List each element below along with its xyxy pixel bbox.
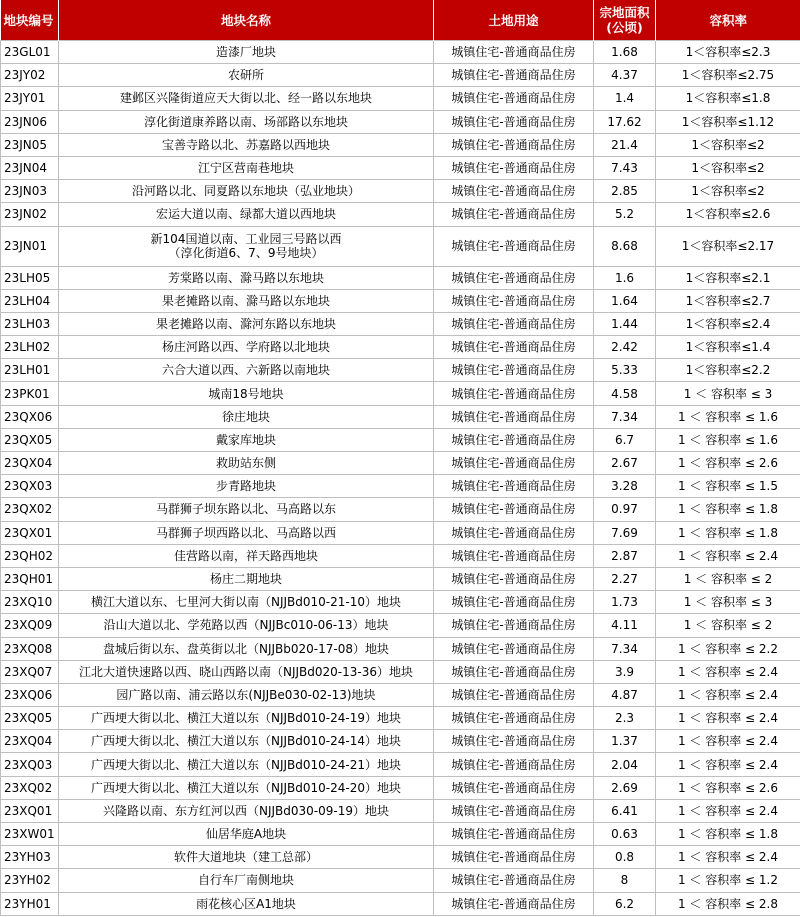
- table-row: [1, 133, 800, 156]
- table-row: [1, 521, 800, 544]
- cell-code: 23QX05: [1, 428, 59, 451]
- cell-area: 2.87: [594, 544, 656, 567]
- cell-name: 广西埂大街以北、横江大道以东（NJJBd010-24-19）地块: [59, 707, 434, 730]
- cell-use: 城镇住宅-普通商品住房: [434, 498, 594, 521]
- cell-use: 城镇住宅-普通商品住房: [434, 382, 594, 405]
- cell-name: 芳棠路以南、滁马路以东地块: [59, 266, 434, 289]
- cell-code: 23QX04: [1, 452, 59, 475]
- header-area-line2: (公顷): [606, 20, 643, 35]
- cell-area: 2.42: [594, 336, 656, 359]
- header-area-line1: 宗地面积: [599, 5, 650, 20]
- cell-code: 23LH05: [1, 266, 59, 289]
- cell-far: 1＜容积率≤2.7: [656, 289, 800, 312]
- cell-far: 1＜容积率≤1.12: [656, 110, 800, 133]
- cell-far: 1＜容积率≤2.3: [656, 41, 800, 64]
- cell-code: 23JN02: [1, 203, 59, 226]
- table-row: [1, 498, 800, 521]
- cell-use: 城镇住宅-普通商品住房: [434, 266, 594, 289]
- cell-area: 7.43: [594, 156, 656, 179]
- cell-code: 23XQ02: [1, 776, 59, 799]
- cell-area: 2.67: [594, 452, 656, 475]
- cell-name: 造漆厂地块: [59, 41, 434, 64]
- cell-use: 城镇住宅-普通商品住房: [434, 753, 594, 776]
- cell-use: 城镇住宅-普通商品住房: [434, 64, 594, 87]
- cell-far: 1＜容积率≤1.8: [656, 87, 800, 110]
- cell-use: 城镇住宅-普通商品住房: [434, 452, 594, 475]
- cell-far: 1 ＜ 容积率 ≤ 1.2: [656, 869, 800, 892]
- cell-name-line2: （淳化街道6、7、9号地块）: [168, 246, 324, 260]
- table-row: [1, 846, 800, 869]
- cell-code: 23JN03: [1, 180, 59, 203]
- cell-use: 城镇住宅-普通商品住房: [434, 637, 594, 660]
- cell-far: 1 ＜ 容积率 ≤ 2.4: [656, 660, 800, 683]
- cell-code: 23JN05: [1, 133, 59, 156]
- cell-name: 沿山大道以北、学苑路以西（NJJBc010-06-13）地块: [59, 614, 434, 637]
- cell-name: 园广路以南、浦云路以东(NJJBe030-02-13)地块: [59, 683, 434, 706]
- cell-area: 2.3: [594, 707, 656, 730]
- table-row: [1, 799, 800, 822]
- cell-area: 6.41: [594, 799, 656, 822]
- cell-code: 23JY01: [1, 87, 59, 110]
- cell-area: 4.37: [594, 64, 656, 87]
- cell-far: 1 ＜ 容积率 ≤ 2.6: [656, 776, 800, 799]
- table-row: [1, 591, 800, 614]
- cell-code: 23XQ09: [1, 614, 59, 637]
- cell-area: 21.4: [594, 133, 656, 156]
- cell-far: 1＜容积率≤2.1: [656, 266, 800, 289]
- table-row: [1, 266, 800, 289]
- table-row: [1, 180, 800, 203]
- cell-use: 城镇住宅-普通商品住房: [434, 336, 594, 359]
- table-row: [1, 359, 800, 382]
- cell-use: 城镇住宅-普通商品住房: [434, 521, 594, 544]
- cell-area: 8.68: [594, 226, 656, 266]
- cell-far: 1 ＜ 容积率 ≤ 1.8: [656, 823, 800, 846]
- cell-area: 4.58: [594, 382, 656, 405]
- cell-name: [59, 226, 434, 266]
- cell-use: 城镇住宅-普通商品住房: [434, 312, 594, 335]
- cell-far: 1 ＜ 容积率 ≤ 2.4: [656, 730, 800, 753]
- cell-name: 城南18号地块: [59, 382, 434, 405]
- cell-name: 步青路地块: [59, 475, 434, 498]
- cell-area: 4.87: [594, 683, 656, 706]
- cell-name: 横江大道以东、七里河大街以南（NJJBd010-21-10）地块: [59, 591, 434, 614]
- cell-use: 城镇住宅-普通商品住房: [434, 614, 594, 637]
- cell-name: 广西埂大街以北、横江大道以东（NJJBd010-24-21）地块: [59, 753, 434, 776]
- table-row: [1, 336, 800, 359]
- cell-far: 1 ＜ 容积率 ≤ 1.8: [656, 498, 800, 521]
- cell-name: 杨庄二期地块: [59, 567, 434, 590]
- cell-area: 5.2: [594, 203, 656, 226]
- cell-far: 1 ＜ 容积率 ≤ 2.4: [656, 799, 800, 822]
- cell-far: 1 ＜ 容积率 ≤ 1.8: [656, 521, 800, 544]
- table-row: [1, 753, 800, 776]
- cell-name: 佳营路以南，祥天路西地块: [59, 544, 434, 567]
- cell-far: 1＜容积率≤2.2: [656, 359, 800, 382]
- cell-name: 仙居华庭A地块: [59, 823, 434, 846]
- cell-use: 城镇住宅-普通商品住房: [434, 110, 594, 133]
- table-row: [1, 289, 800, 312]
- table-body: [1, 41, 800, 916]
- cell-area: 1.4: [594, 87, 656, 110]
- cell-name: 杨庄河路以西、学府路以北地块: [59, 336, 434, 359]
- cell-use: 城镇住宅-普通商品住房: [434, 591, 594, 614]
- cell-area: 1.37: [594, 730, 656, 753]
- table-row: [1, 405, 800, 428]
- cell-code: 23XQ06: [1, 683, 59, 706]
- cell-name-line1: 新104国道以南、工业园三号路以西: [150, 232, 342, 246]
- cell-far: 1＜容积率≤2: [656, 133, 800, 156]
- cell-far: 1＜容积率≤2: [656, 180, 800, 203]
- cell-far: 1 ＜ 容积率 ≤ 2.4: [656, 683, 800, 706]
- header-area: [594, 0, 656, 41]
- table-row: [1, 226, 800, 266]
- cell-use: 城镇住宅-普通商品住房: [434, 226, 594, 266]
- cell-use: 城镇住宅-普通商品住房: [434, 683, 594, 706]
- cell-use: 城镇住宅-普通商品住房: [434, 133, 594, 156]
- cell-code: 23LH04: [1, 289, 59, 312]
- table-row: [1, 637, 800, 660]
- table-row: [1, 614, 800, 637]
- cell-name: 淳化街道康养路以南、场部路以东地块: [59, 110, 434, 133]
- cell-use: 城镇住宅-普通商品住房: [434, 823, 594, 846]
- cell-area: 6.2: [594, 892, 656, 915]
- cell-use: 城镇住宅-普通商品住房: [434, 359, 594, 382]
- cell-use: 城镇住宅-普通商品住房: [434, 567, 594, 590]
- table-row: [1, 869, 800, 892]
- cell-code: 23QH01: [1, 567, 59, 590]
- cell-name: 自行车厂南侧地块: [59, 869, 434, 892]
- table-row: [1, 660, 800, 683]
- cell-code: 23XQ04: [1, 730, 59, 753]
- cell-use: 城镇住宅-普通商品住房: [434, 730, 594, 753]
- cell-area: 8: [594, 869, 656, 892]
- cell-area: 0.97: [594, 498, 656, 521]
- cell-code: 23GL01: [1, 41, 59, 64]
- table-row: [1, 41, 800, 64]
- table-row: [1, 312, 800, 335]
- cell-use: 城镇住宅-普通商品住房: [434, 289, 594, 312]
- cell-code: 23LH03: [1, 312, 59, 335]
- cell-name: 马群狮子坝西路以北、马高路以西: [59, 521, 434, 544]
- cell-name: 江宁区营南巷地块: [59, 156, 434, 179]
- cell-far: 1 ＜ 容积率 ≤ 2.6: [656, 452, 800, 475]
- cell-name: 软件大道地块（建工总部）: [59, 846, 434, 869]
- cell-far: 1 ＜ 容积率 ≤ 2.4: [656, 753, 800, 776]
- cell-area: 0.8: [594, 846, 656, 869]
- cell-use: 城镇住宅-普通商品住房: [434, 180, 594, 203]
- header-row: [1, 0, 800, 41]
- table-row: [1, 64, 800, 87]
- cell-far: 1 ＜ 容积率 ≤ 2.2: [656, 637, 800, 660]
- cell-area: 5.33: [594, 359, 656, 382]
- cell-code: 23YH01: [1, 892, 59, 915]
- cell-name: 戴家库地块: [59, 428, 434, 451]
- cell-area: 7.34: [594, 405, 656, 428]
- cell-area: 1.64: [594, 289, 656, 312]
- table-row: [1, 110, 800, 133]
- cell-name: 沿河路以北、同夏路以东地块（弘业地块）: [59, 180, 434, 203]
- cell-use: 城镇住宅-普通商品住房: [434, 405, 594, 428]
- table-row: [1, 730, 800, 753]
- cell-use: 城镇住宅-普通商品住房: [434, 544, 594, 567]
- cell-far: 1＜容积率≤1.4: [656, 336, 800, 359]
- cell-area: 17.62: [594, 110, 656, 133]
- cell-use: 城镇住宅-普通商品住房: [434, 156, 594, 179]
- cell-code: 23QH02: [1, 544, 59, 567]
- cell-far: 1＜容积率≤2.75: [656, 64, 800, 87]
- cell-name: 果老摊路以南、滁河东路以东地块: [59, 312, 434, 335]
- cell-use: 城镇住宅-普通商品住房: [434, 869, 594, 892]
- cell-far: 1 ＜ 容积率 ≤ 3: [656, 591, 800, 614]
- table-row: [1, 382, 800, 405]
- cell-area: 2.04: [594, 753, 656, 776]
- cell-area: 4.11: [594, 614, 656, 637]
- cell-name: 六合大道以西、六新路以南地块: [59, 359, 434, 382]
- cell-area: 1.73: [594, 591, 656, 614]
- cell-name: 徐庄地块: [59, 405, 434, 428]
- cell-far: 1 ＜ 容积率 ≤ 2: [656, 567, 800, 590]
- cell-use: 城镇住宅-普通商品住房: [434, 428, 594, 451]
- cell-name: 广西埂大街以北、横江大道以东（NJJBd010-24-14）地块: [59, 730, 434, 753]
- cell-name: 宏运大道以南、绿都大道以西地块: [59, 203, 434, 226]
- cell-code: 23YH03: [1, 846, 59, 869]
- table-row: [1, 203, 800, 226]
- cell-far: 1＜容积率≤2.17: [656, 226, 800, 266]
- cell-name: 建邺区兴隆街道应天大街以北、经一路以东地块: [59, 87, 434, 110]
- cell-use: 城镇住宅-普通商品住房: [434, 41, 594, 64]
- cell-area: 3.9: [594, 660, 656, 683]
- cell-name: 广西埂大街以北、横江大道以东（NJJBd010-24-20）地块: [59, 776, 434, 799]
- cell-use: 城镇住宅-普通商品住房: [434, 87, 594, 110]
- cell-code: 23QX03: [1, 475, 59, 498]
- cell-code: 23JN04: [1, 156, 59, 179]
- cell-code: 23JN01: [1, 226, 59, 266]
- table-row: [1, 707, 800, 730]
- cell-far: 1＜容积率≤2: [656, 156, 800, 179]
- cell-far: 1 ＜ 容积率 ≤ 1.6: [656, 405, 800, 428]
- cell-code: 23QX01: [1, 521, 59, 544]
- cell-use: 城镇住宅-普通商品住房: [434, 892, 594, 915]
- header-use: 土地用途: [434, 0, 594, 41]
- cell-name: 马群狮子坝东路以北、马高路以东: [59, 498, 434, 521]
- table-row: [1, 428, 800, 451]
- cell-code: 23PK01: [1, 382, 59, 405]
- cell-area: 7.69: [594, 521, 656, 544]
- cell-use: 城镇住宅-普通商品住房: [434, 799, 594, 822]
- cell-name: 宝善寺路以北、苏嘉路以西地块: [59, 133, 434, 156]
- table-row: [1, 452, 800, 475]
- cell-area: 2.69: [594, 776, 656, 799]
- cell-use: 城镇住宅-普通商品住房: [434, 660, 594, 683]
- cell-far: 1 ＜ 容积率 ≤ 3: [656, 382, 800, 405]
- cell-code: 23YH02: [1, 869, 59, 892]
- table-row: [1, 87, 800, 110]
- table-row: [1, 823, 800, 846]
- cell-name: 果老摊路以南、滁马路以东地块: [59, 289, 434, 312]
- table-row: [1, 475, 800, 498]
- cell-far: 1＜容积率≤2.4: [656, 312, 800, 335]
- cell-use: 城镇住宅-普通商品住房: [434, 707, 594, 730]
- cell-far: 1 ＜ 容积率 ≤ 2.4: [656, 544, 800, 567]
- cell-code: 23QX02: [1, 498, 59, 521]
- cell-area: 1.44: [594, 312, 656, 335]
- cell-code: 23LH02: [1, 336, 59, 359]
- cell-area: 1.6: [594, 266, 656, 289]
- cell-far: 1 ＜ 容积率 ≤ 2.4: [656, 846, 800, 869]
- cell-use: 城镇住宅-普通商品住房: [434, 776, 594, 799]
- cell-far: 1 ＜ 容积率 ≤ 2.4: [656, 707, 800, 730]
- table-row: [1, 544, 800, 567]
- cell-area: 0.63: [594, 823, 656, 846]
- cell-area: 6.7: [594, 428, 656, 451]
- cell-use: 城镇住宅-普通商品住房: [434, 475, 594, 498]
- cell-area: 7.34: [594, 637, 656, 660]
- cell-area: 2.27: [594, 567, 656, 590]
- table-row: [1, 156, 800, 179]
- cell-code: 23LH01: [1, 359, 59, 382]
- cell-code: 23JY02: [1, 64, 59, 87]
- cell-area: 1.68: [594, 41, 656, 64]
- cell-name: 盘城后街以东、盘英街以北（NJJBb020-17-08）地块: [59, 637, 434, 660]
- cell-far: 1 ＜ 容积率 ≤ 1.6: [656, 428, 800, 451]
- cell-name: 救助站东侧: [59, 452, 434, 475]
- cell-code: 23XQ05: [1, 707, 59, 730]
- cell-code: 23JN06: [1, 110, 59, 133]
- cell-code: 23XW01: [1, 823, 59, 846]
- cell-far: 1＜容积率≤2.6: [656, 203, 800, 226]
- cell-name: 农研所: [59, 64, 434, 87]
- header-name: 地块名称: [59, 0, 434, 41]
- table-row: [1, 892, 800, 915]
- table-row: [1, 776, 800, 799]
- cell-name: 兴隆路以南、东方红河以西（NJJBd030-09-19）地块: [59, 799, 434, 822]
- cell-far: 1 ＜ 容积率 ≤ 2.8: [656, 892, 800, 915]
- cell-area: 2.85: [594, 180, 656, 203]
- cell-area: 3.28: [594, 475, 656, 498]
- cell-far: 1 ＜ 容积率 ≤ 1.5: [656, 475, 800, 498]
- cell-code: 23XQ03: [1, 753, 59, 776]
- cell-code: 23XQ08: [1, 637, 59, 660]
- cell-use: 城镇住宅-普通商品住房: [434, 846, 594, 869]
- cell-code: 23XQ01: [1, 799, 59, 822]
- table-row: [1, 683, 800, 706]
- cell-use: 城镇住宅-普通商品住房: [434, 203, 594, 226]
- cell-name: 雨花核心区A1地块: [59, 892, 434, 915]
- cell-name: 江北大道快速路以西、晓山西路以南（NJJBd020-13-36）地块: [59, 660, 434, 683]
- cell-code: 23XQ10: [1, 591, 59, 614]
- cell-far: 1 ＜ 容积率 ≤ 2: [656, 614, 800, 637]
- header-far: 容积率: [656, 0, 800, 41]
- cell-code: 23XQ07: [1, 660, 59, 683]
- table-row: [1, 567, 800, 590]
- cell-code: 23QX06: [1, 405, 59, 428]
- header-code: 地块编号: [1, 0, 59, 41]
